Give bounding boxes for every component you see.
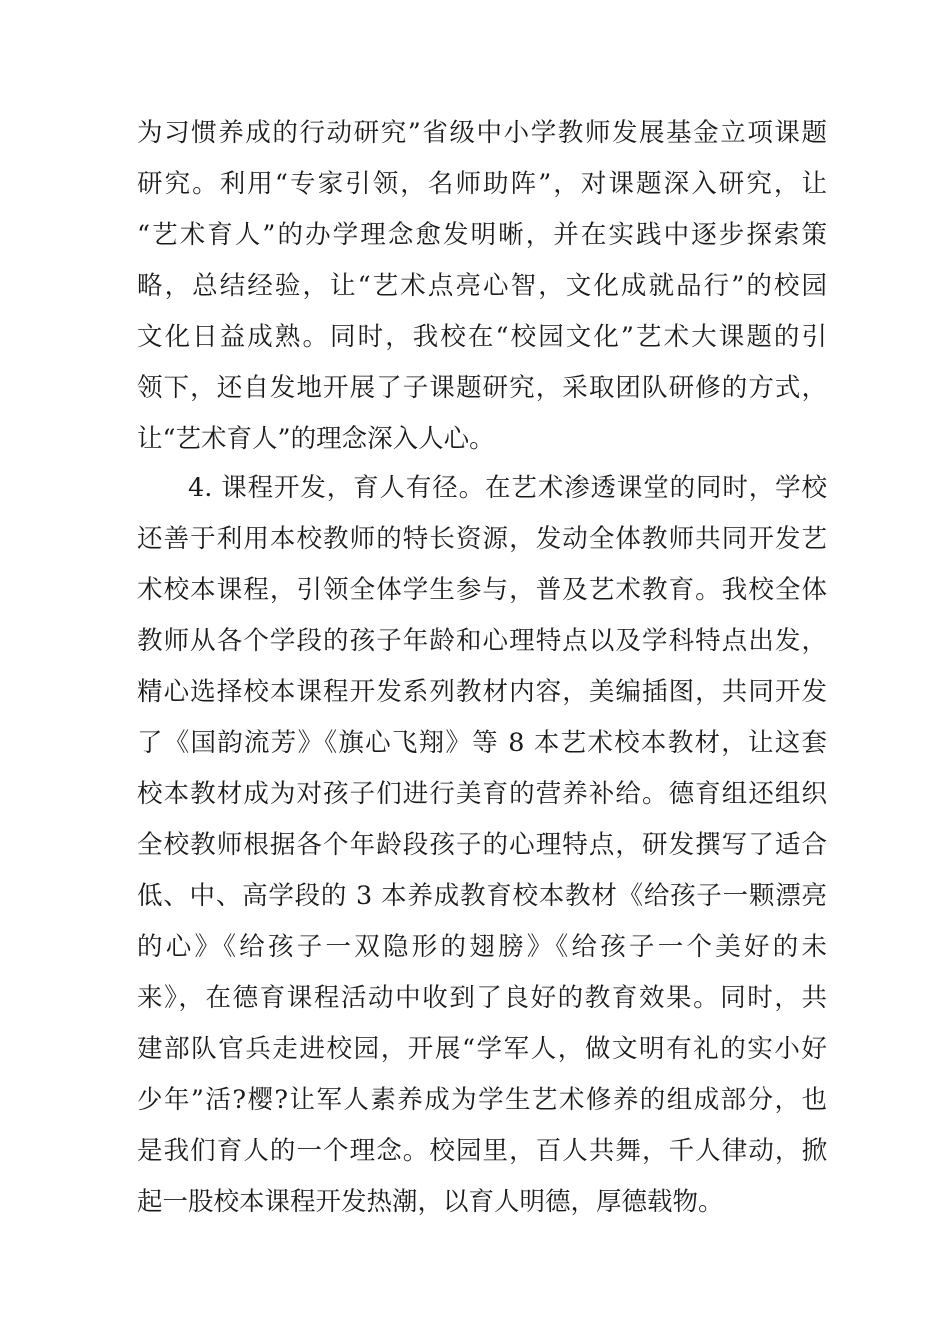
paragraph-2-line-13: 少年”活?樱?让军人素养成为学生艺术修养的组成部分，也 xyxy=(137,1085,827,1115)
paragraph-2-line-6: 了《国韵流芳》《旗心飞翔》等 8 本艺术校本教材，让这套 xyxy=(137,728,827,758)
paragraph-1-line-1: 为习惯养成的行动研究”省级中小学教师发展基金立项课题 xyxy=(137,118,827,148)
paragraph-1-line-4: 略，总结经验，让“艺术点亮心智，文化成就品行”的校园 xyxy=(137,271,827,301)
paragraph-1-line-6: 领下，还自发地开展了子课题研究，采取团队研修的方式， xyxy=(137,373,827,403)
paragraph-2-line-14: 是我们育人的一个理念。校园里，百人共舞，千人律动，掀 xyxy=(137,1136,827,1166)
paragraph-2-line-7: 校本教材成为对孩子们进行美育的营养补给。德育组还组织 xyxy=(137,779,827,809)
paragraph-2-line-1: 4. 课程开发，育人有径。在艺术渗透课堂的同时，学校 xyxy=(188,473,827,503)
paragraph-2-line-11: 来》，在德育课程活动中收到了良好的教育效果。同时，共 xyxy=(137,983,827,1013)
paragraph-2-line-10: 的心》《给孩子一双隐形的翅膀》《给孩子一个美好的未 xyxy=(137,932,827,962)
paragraph-1-line-2: 研究。利用“专家引领，名师助阵”，对课题深入研究，让 xyxy=(137,169,827,199)
paragraph-2-line-5: 精心选择校本课程开发系列教材内容，美编插图，共同开发 xyxy=(137,677,827,707)
paragraph-2-line-12: 建部队官兵走进校园，开展“学军人，做文明有礼的实小好 xyxy=(137,1034,827,1064)
paragraph-2-line-8: 全校教师根据各个年龄段孩子的心理特点，研发撰写了适合 xyxy=(137,830,827,860)
paragraph-1-line-3: “艺术育人”的办学理念愈发明晰，并在实践中逐步探索策 xyxy=(137,220,827,250)
paragraph-2-line-4: 教师从各个学段的孩子年龄和心理特点以及学科特点出发， xyxy=(137,626,827,656)
paragraph-2-line-15: 起一股校本课程开发热潮，以育人明德，厚德载物。 xyxy=(137,1187,724,1217)
paragraph-1-line-7: 让“艺术育人”的理念深入人心。 xyxy=(137,424,495,454)
paragraph-2-line-2: 还善于利用本校教师的特长资源，发动全体教师共同开发艺 xyxy=(137,524,827,554)
paragraph-2-line-9: 低、中、高学段的 3 本养成教育校本教材《给孩子一颗漂亮 xyxy=(137,881,827,911)
paragraph-1-line-5: 文化日益成熟。同时，我校在“校园文化”艺术大课题的引 xyxy=(137,322,827,352)
paragraph-2-line-3: 术校本课程，引领全体学生参与，普及艺术教育。我校全体 xyxy=(137,575,827,605)
